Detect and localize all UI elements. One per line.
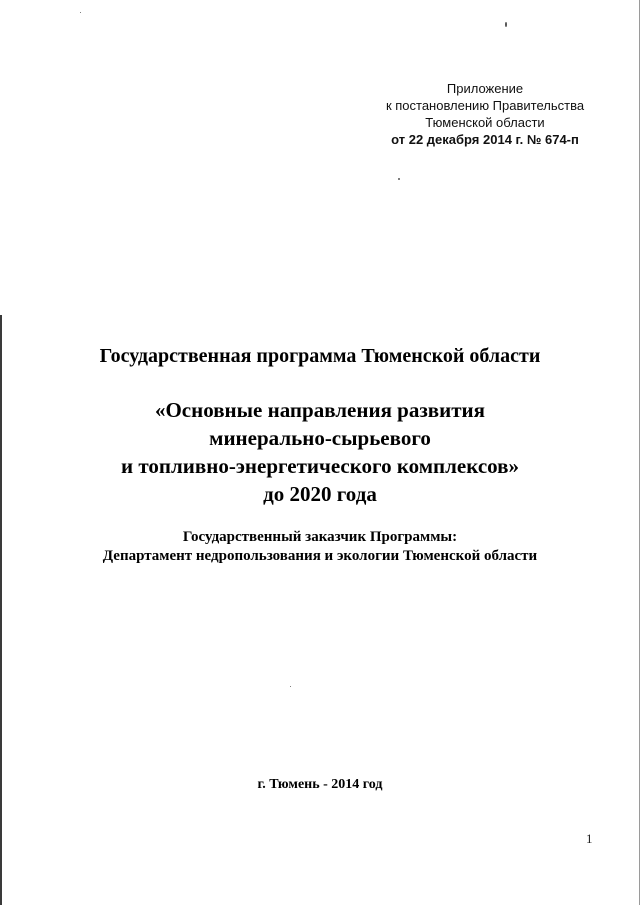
scan-speck — [290, 686, 291, 687]
customer-department: Департамент недропользования и экологии Тюменской области — [102, 548, 538, 564]
scan-speck — [398, 178, 400, 180]
appendix-block — [370, 80, 600, 148]
program-name-line: «Основные направления развития — [154, 398, 486, 422]
place-and-year: г. Тюмень - 2014 год — [257, 777, 383, 792]
appendix-date-number: от 22 декабря 2014 г. № 674-п — [391, 132, 579, 147]
program-name-line: минерально-сырьевого — [209, 426, 431, 450]
appendix-resolution: к постановлению Правительства — [385, 98, 585, 113]
appendix-label: Приложение — [446, 81, 524, 96]
program-name — [0, 396, 640, 508]
program-customer — [0, 528, 640, 566]
program-name-line: и топливно-энергетического комплексов» — [121, 454, 519, 478]
title-block — [0, 343, 640, 566]
scan-speck — [505, 22, 507, 27]
page-number: 1 — [586, 831, 593, 846]
customer-label: Государственный заказчик Программы: — [182, 529, 458, 545]
program-name-line: до 2020 года — [263, 482, 377, 506]
appendix-region: Тюменской области — [425, 115, 545, 130]
document-title: Государственная программа Тюменской области — [99, 345, 541, 367]
scan-speck — [80, 12, 81, 13]
